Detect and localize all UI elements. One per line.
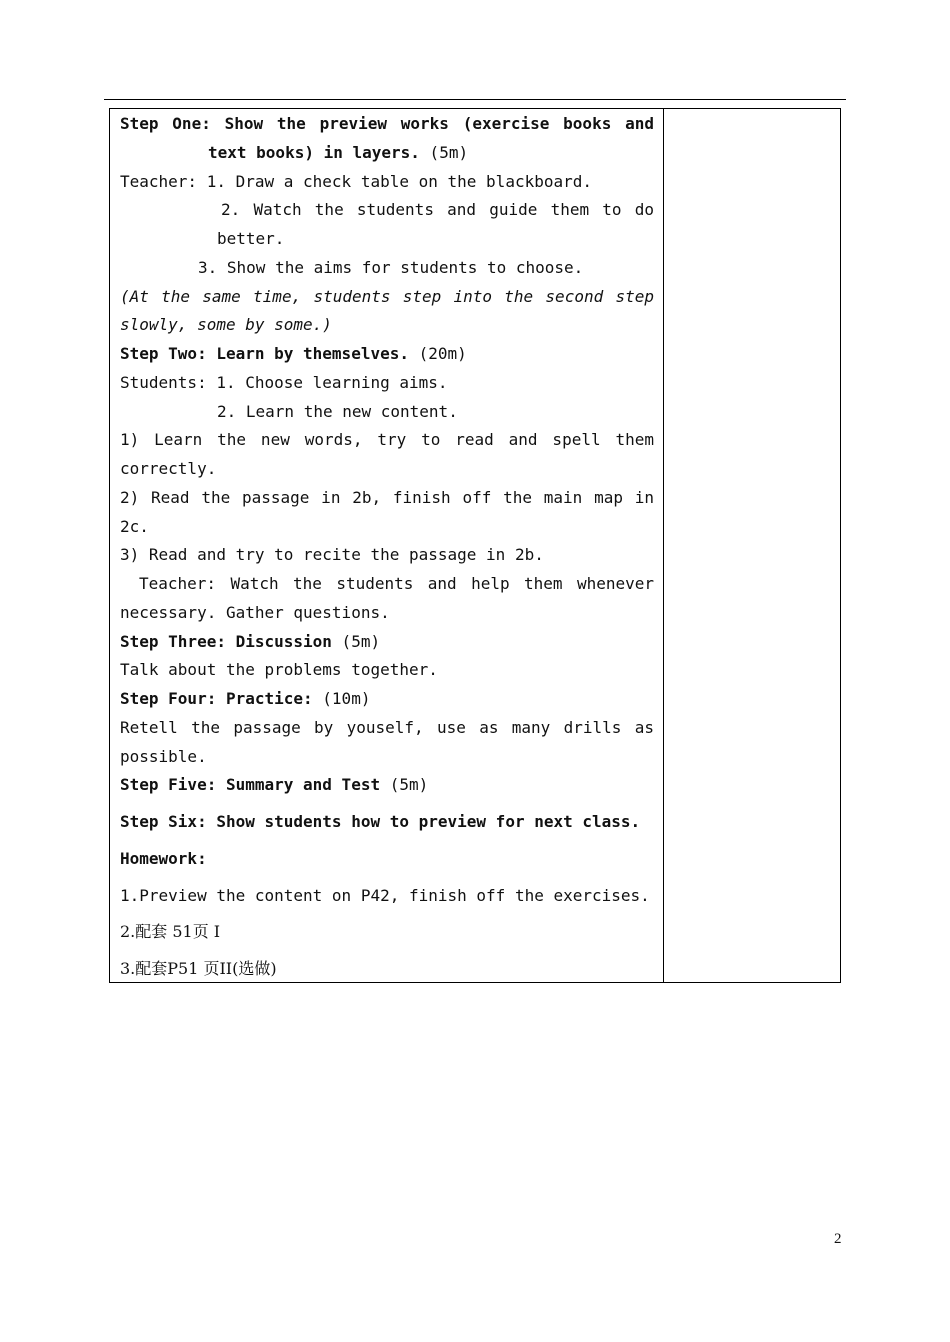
step-one-time: (5m) [419,143,469,162]
homework-title: Homework: [120,849,207,868]
step-two-title: Step Two: Learn by themselves. [120,344,409,363]
step-three-heading [120,628,380,656]
homework-item-3: 3.配套P51 页II(选做) [120,959,277,978]
notes-column-divider [663,108,664,983]
teacher-watch-continued: necessary. Gather questions. [120,603,390,622]
teacher-task-2-continued: better. [217,229,285,248]
step-two-time: (20m) [408,344,467,363]
homework-item-2: 2.配套 51页 I [120,922,221,941]
step-four-heading [120,685,370,713]
students-task-1: Students: 1. Choose learning aims. [120,373,448,392]
learning-item-3: 3) Read and try to recite the passage in 2b. [120,545,544,564]
step-one-title-cont-text: text books) in layers. [208,143,420,162]
header-rule [104,99,846,100]
step-four-text-continued: possible. [120,747,207,766]
step-four-text: Retell the passage by youself, use as many drills as [120,718,654,737]
learning-item-1-continued: correctly. [120,459,217,478]
teacher-watch: Teacher: Watch the students and help them whenever [139,574,654,593]
step-four-title: Step Four: Practice: [120,689,313,708]
step-three-text: Talk about the problems together. [120,660,438,679]
teacher-task-1: Teacher: 1. Draw a check table on the blackboard. [120,172,593,191]
step-one-title: Step One: Show the preview works (exercise books and [120,114,654,133]
step-five-title: Step Five: Summary and Test [120,775,381,794]
step-five-heading [120,771,428,799]
step-two-heading [120,340,467,368]
page-number: 2 [834,1231,842,1247]
step-four-time: (10m) [312,689,371,708]
note-line-2: slowly, some by some.) [120,315,332,334]
students-task-2: 2. Learn the new content. [217,402,458,421]
step-five-time: (5m) [380,775,429,794]
teacher-task-2: 2. Watch the students and guide them to do [221,200,654,219]
step-six-title: Step Six: Show students how to preview for next class. [120,812,641,831]
learning-item-1: 1) Learn the new words, try to read and spell them [120,430,654,449]
teacher-task-3: 3. Show the aims for students to choose. [198,258,584,277]
step-three-time: (5m) [331,632,381,651]
homework-item-1: 1.Preview the content on P42, finish off the exercises. [120,886,650,905]
step-one-title-continued [208,139,468,167]
learning-item-2-continued: 2c. [120,517,149,536]
step-three-title: Step Three: Discussion [120,632,332,651]
note-line-1: (At the same time, students step into the second step [120,287,654,306]
learning-item-2: 2) Read the passage in 2b, finish off the main map in [120,488,654,507]
